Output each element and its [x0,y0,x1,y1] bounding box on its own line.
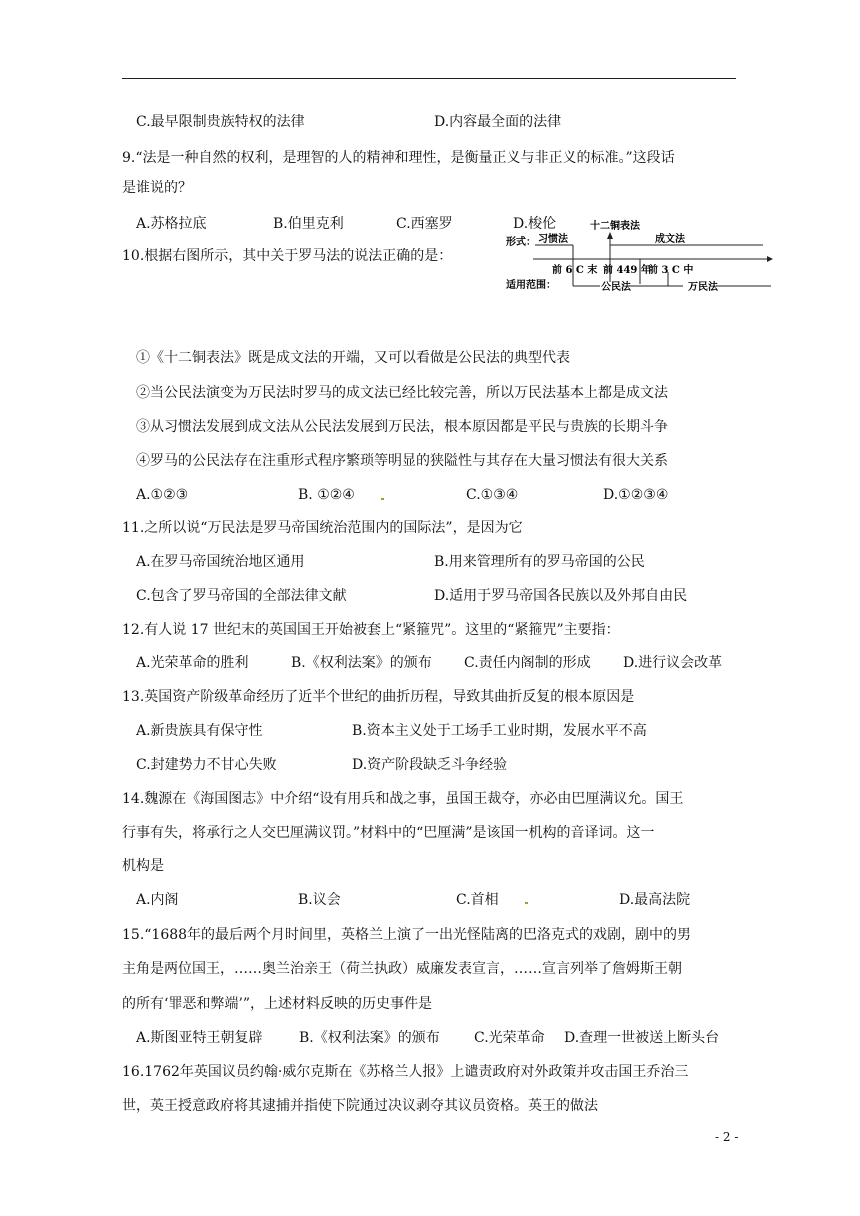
q15-option-a: A.斯图亚特王朝复辟 [136,1030,263,1046]
q10-stem: 10.根据右图所示，其中关于罗马法的说法正确的是： [122,248,453,264]
header-rule [122,78,736,79]
q11-stem: 11.之所以说“万民法是罗马帝国统治范围内的国际法”，是因为它 [122,520,523,536]
custom-law-label: 习惯法 [538,234,568,245]
q10-statement-4: ④罗马的公民法存在注重形式程序繁琐等明显的狭隘性与其存在大量习惯法有很大关系 [136,453,668,469]
q8-option-d: D.内容最全面的法律 [434,114,562,130]
written-law-label: 成文法 [655,234,685,245]
form-label: 形式： [506,237,536,248]
q11-option-d: D.适用于罗马帝国各民族以及外邦自由民 [434,588,688,604]
q9-option-c: C.西塞罗 [396,216,453,232]
timeline-449bc: 前 449 年 [603,265,651,276]
q14-stem-line3: 机构是 [122,858,164,874]
twelve-tables-label: 十二铜表法 [590,221,640,232]
q12-stem: 12.有人说 17 世纪末的英国国王开始被套上“紧箍咒”。这里的“紧箍咒”主要指： [122,622,620,638]
q8-option-c: C.最早限制贵族特权的法律 [136,114,305,130]
q10-option-a: A.①②③ [136,487,189,503]
q9-option-a: A.苏格拉底 [136,216,207,232]
q9-stem-line1: 9.“法是一种自然的权利，是理智的人的精神和理性，是衡量正义与非正义的标准。”这段话 [122,150,675,166]
q14-stem-line2: 行事有失，将承行之人交巴厘满议罚。”材料中的“巴厘满”是该国一机构的音译词。这一 [122,825,655,841]
q16-stem-line1: 16.1762年英国议员约翰·威尔克斯在《苏格兰人报》上谴责政府对外政策并攻击国王乔治三 [122,1064,689,1080]
q14-option-d: D.最高法院 [619,892,691,908]
civil-law-label: 公民法 [601,282,631,293]
scope-label: 适用范围： [506,280,556,291]
q14-stem-line1: 14.魏源在《海国图志》中介绍“设有用兵和战之事，虽国王裁夺，亦必由巴厘满议允。国王 [122,791,684,807]
q10-option-b: B. ①②④ [298,487,355,503]
q10-statement-3: ③从习惯法发展到成文法从公民法发展到万民法，根本原因都是平民与贵族的长期斗争 [136,419,668,435]
q12-option-c: C.责任内阁制的形成 [464,655,591,671]
q12-option-d: D.进行议会改革 [623,655,723,671]
q15-option-b: B.《权利法案》的颁布 [299,1030,440,1046]
timeline-6c-end: 前 6 C 末 [552,265,598,276]
q11-option-c: C.包含了罗马帝国的全部法律文献 [136,588,347,604]
q13-option-c: C.封建势力不甘心失败 [136,757,277,773]
q9-option-b: B.伯里克利 [273,216,344,232]
stray-mark [525,902,528,904]
q16-stem-line2: 世，英王授意政府将其逮捕并指使下院通过决议剥夺其议员资格。英王的做法 [122,1098,598,1114]
page-number: - 2 - [715,1130,739,1144]
q13-option-d: D.资产阶段缺乏斗争经验 [352,757,508,773]
q13-option-b: B.资本主义处于工场手工业时期，发展水平不高 [352,723,647,739]
q14-option-a: A.内阁 [136,892,179,908]
law-of-nations-label: 万民法 [688,282,718,293]
q14-option-c: C.首相 [456,892,499,908]
q15-stem-line1: 15.“1688年的最后两个月时间里，英格兰上演了一出光怪陆离的巴洛克式的戏剧，剧中的男 [122,927,692,943]
q9-option-d: D.梭伦 [513,216,557,232]
q11-option-a: A.在罗马帝国统治地区通用 [136,554,305,570]
q12-option-a: A.光荣革命的胜利 [136,655,249,671]
stray-mark [381,498,384,500]
q10-option-c: C.①③④ [466,487,519,503]
q10-statement-1: ①《十二铜表法》既是成文法的开端，又可以看做是公民法的典型代表 [136,350,570,366]
q14-option-b: B.议会 [298,892,341,908]
q15-option-c: C.光荣革命 [474,1030,545,1046]
q11-option-b: B.用来管理所有的罗马帝国的公民 [434,554,645,570]
q10-statement-2: ②当公民法演变为万民法时罗马的成文法已经比较完善，所以万民法基本上都是成文法 [136,385,668,401]
timeline-3c-mid: 前 3 C 中 [648,265,694,276]
q10-option-d: D.①②③④ [603,487,669,503]
q15-stem-line3: 的所有‘罪恶和弊端’”，上述材料反映的历史事件是 [122,996,433,1012]
q9-stem-line2: 是谁说的？ [122,180,192,196]
roman-law-timeline-diagram [505,212,780,302]
q15-option-d: D.查理一世被送上断头台 [564,1030,720,1046]
q13-stem: 13.英国资产阶级革命经历了近半个世纪的曲折历程，导致其曲折反复的根本原因是 [122,689,635,705]
q13-option-a: A.新贵族具有保守性 [136,723,263,739]
q15-stem-line2: 主角是两位国王，……奥兰治亲王（荷兰执政）威廉发表宣言，……宣言列举了詹姆斯王朝 [122,961,682,977]
q12-option-b: B.《权利法案》的颁布 [291,655,432,671]
